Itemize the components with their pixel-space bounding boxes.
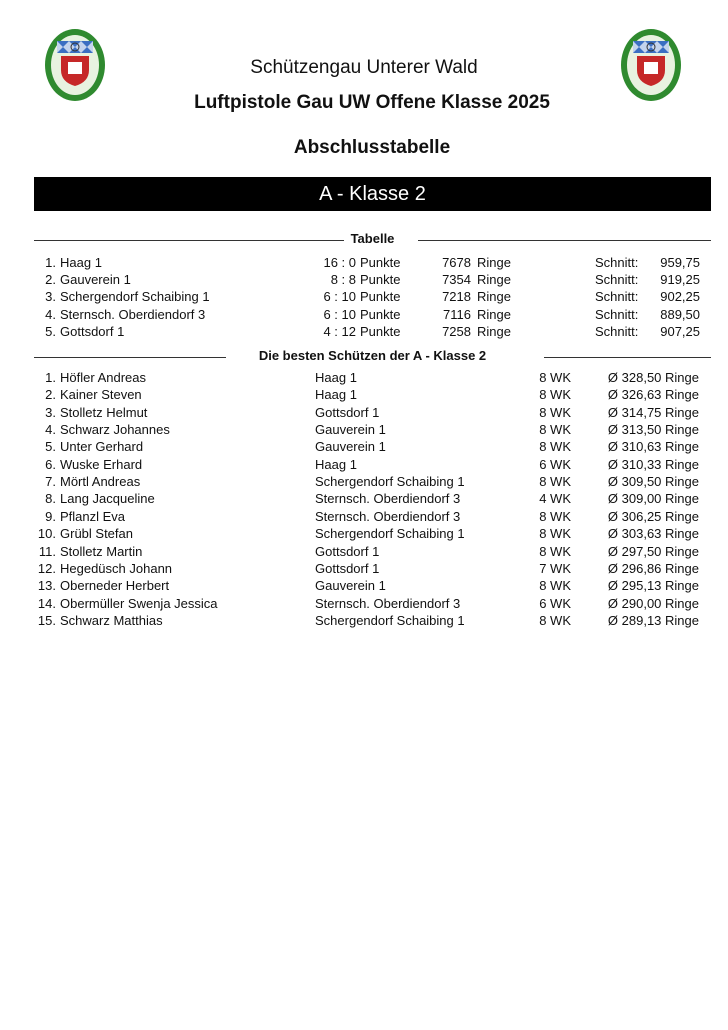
- class-banner: A - Klasse 2: [34, 177, 711, 211]
- rings-word: Ringe: [477, 272, 511, 288]
- shooter-team: Sternsch. Oberdiendorf 3: [315, 491, 461, 507]
- shooter-team: Gottsdorf 1: [315, 543, 380, 559]
- shooter-name: Kainer Steven: [60, 387, 142, 403]
- shooter-team: Haag 1: [315, 387, 357, 403]
- shooter-team: Gottsdorf 1: [315, 404, 380, 420]
- average-value: 907,25: [660, 323, 700, 339]
- rank: 13.: [37, 578, 56, 594]
- shooter-average: Ø 309,50 Ringe: [607, 474, 699, 490]
- shooter-team: Gauverein 1: [315, 578, 386, 594]
- rank: 7.: [45, 474, 56, 490]
- competition-count: 8 WK: [539, 474, 571, 490]
- rank: 10.: [37, 526, 56, 542]
- points-word: Punkte: [360, 306, 401, 322]
- competition-count: 8 WK: [539, 370, 571, 385]
- table-row: [0, 509, 728, 526]
- shooter-name: Unter Gerhard: [60, 439, 144, 455]
- team-name: Gottsdorf 1: [60, 323, 125, 339]
- org-title: Schützengau Unterer Wald: [250, 57, 478, 78]
- rank: 5.: [45, 439, 56, 455]
- shooter-name: Obermüller Swenja Jessica: [60, 595, 218, 611]
- average-label: Schnitt:: [595, 289, 639, 305]
- shooter-average: Ø 303,63 Ringe: [607, 526, 699, 542]
- table-row: [0, 307, 728, 324]
- shooter-name: Höfler Andreas: [60, 370, 146, 385]
- table-row: [0, 596, 728, 613]
- average-label: Schnitt:: [595, 306, 639, 322]
- points-word: Punkte: [360, 255, 401, 270]
- table-row: [0, 474, 728, 491]
- rank: 4.: [45, 422, 56, 438]
- shooter-team: Schergendorf Schaibing 1: [315, 474, 465, 490]
- shooter-name: Lang Jacqueline: [60, 491, 155, 507]
- rank: 9.: [45, 508, 56, 524]
- competition-count: 6 WK: [539, 456, 571, 472]
- competition-count: 8 WK: [539, 508, 571, 524]
- table-section-header: [34, 231, 711, 249]
- shooter-team: Haag 1: [315, 370, 357, 385]
- table-row: [0, 491, 728, 508]
- shooter-name: Hegedüsch Johann: [60, 560, 173, 576]
- average-label: Schnitt:: [595, 323, 639, 339]
- rank: 1.: [45, 255, 56, 270]
- average-label: Schnitt:: [595, 255, 639, 270]
- shooter-team: Gottsdorf 1: [315, 560, 380, 576]
- shooter-name: Schwarz Johannes: [60, 422, 170, 438]
- rank: 2.: [45, 387, 56, 403]
- average-value: 889,50: [660, 306, 700, 322]
- table-row: [0, 272, 728, 289]
- competition-count: 8 WK: [539, 526, 571, 542]
- average-value: 919,25: [660, 272, 700, 288]
- table-row: [0, 255, 728, 272]
- average-value: 902,25: [660, 289, 700, 305]
- table-row: [0, 613, 728, 630]
- divider-right: [418, 240, 711, 241]
- divider-right: [544, 357, 711, 358]
- points-word: Punkte: [360, 272, 401, 288]
- rings-total: 7116: [443, 306, 471, 322]
- rank: 14.: [37, 595, 56, 611]
- shooter-team: Haag 1: [315, 456, 357, 472]
- rings-total: 7258: [442, 323, 471, 339]
- shooter-average: Ø 295,13 Ringe: [607, 578, 699, 594]
- shooter-average: Ø 309,00 Ringe: [607, 491, 699, 507]
- points-word: Punkte: [360, 289, 401, 305]
- rings-word: Ringe: [477, 289, 511, 305]
- competition-count: 8 WK: [539, 439, 571, 455]
- rings-word: Ringe: [477, 306, 511, 322]
- rank: 12.: [37, 560, 56, 576]
- table-row: [0, 561, 728, 578]
- average-label: Schnitt:: [595, 272, 639, 288]
- shooter-name: Oberneder Herbert: [60, 578, 170, 594]
- shooters-section-header: [34, 348, 711, 366]
- table-row: [0, 457, 728, 474]
- table-row: [0, 387, 728, 404]
- competition-count: 8 WK: [539, 612, 571, 628]
- rank: 5.: [45, 323, 56, 339]
- rings-word: Ringe: [477, 323, 511, 339]
- table-heading: Tabelle: [350, 231, 395, 246]
- rank: 4.: [45, 306, 56, 322]
- table-row: [0, 526, 728, 543]
- shooter-average: Ø 310,63 Ringe: [607, 439, 699, 455]
- competition-title: Luftpistole Gau UW Offene Klasse 2025: [194, 92, 550, 113]
- shooter-average: Ø 326,63 Ringe: [607, 387, 699, 403]
- team-name: Sternsch. Oberdiendorf 3: [60, 306, 206, 322]
- shooter-average: Ø 297,50 Ringe: [607, 543, 699, 559]
- points: 4 : 12: [323, 323, 356, 339]
- points: 6 : 10: [323, 306, 356, 322]
- table-row: [0, 289, 728, 306]
- rank: 3.: [45, 289, 56, 305]
- competition-count: 6 WK: [539, 595, 571, 611]
- shooter-average: Ø 310,33 Ringe: [607, 456, 699, 472]
- shooter-name: Stolletz Helmut: [60, 404, 148, 420]
- team-name: Schergendorf Schaibing 1: [60, 289, 210, 305]
- table-row: [0, 544, 728, 561]
- shooter-average: Ø 313,50 Ringe: [607, 422, 699, 438]
- rank: 8.: [45, 491, 56, 507]
- rank: 2.: [45, 272, 56, 288]
- table-row: [0, 405, 728, 422]
- team-name: Gauverein 1: [60, 272, 131, 288]
- shooter-name: Wuske Erhard: [60, 456, 143, 472]
- shooter-name: Pflanzl Eva: [60, 508, 126, 524]
- shooter-average: Ø 306,25 Ringe: [607, 508, 699, 524]
- competition-count: 7 WK: [539, 560, 571, 576]
- shooter-average: Ø 296,86 Ringe: [607, 560, 699, 576]
- rings-total: 7678: [442, 255, 471, 270]
- shooters-heading: Die besten Schützen der A - Klasse 2: [258, 348, 487, 363]
- competition-count: 8 WK: [539, 387, 571, 403]
- points-word: Punkte: [360, 323, 401, 339]
- shooter-name: Stolletz Martin: [60, 543, 143, 559]
- competition-count: 8 WK: [539, 404, 571, 420]
- shooter-team: Sternsch. Oberdiendorf 3: [315, 595, 461, 611]
- rank: 1.: [45, 370, 56, 385]
- average-value: 959,75: [660, 255, 700, 270]
- table-row: [0, 422, 728, 439]
- page-subtitle: Abschlusstabelle: [293, 137, 451, 158]
- rings-total: 7218: [442, 289, 471, 305]
- competition-count: 8 WK: [539, 422, 571, 438]
- rank: 11.: [38, 543, 56, 559]
- shooter-team: Sternsch. Oberdiendorf 3: [315, 508, 461, 524]
- rings-word: Ringe: [477, 255, 511, 270]
- shooter-average: Ø 314,75 Ringe: [607, 404, 699, 420]
- rank: 15.: [37, 612, 56, 628]
- shooter-name: Schwarz Matthias: [60, 612, 163, 628]
- rings-total: 7354: [442, 272, 471, 288]
- shooter-team: Schergendorf Schaibing 1: [315, 526, 465, 542]
- competition-count: 8 WK: [539, 578, 571, 594]
- table-row: [0, 439, 728, 456]
- rank: 6.: [45, 456, 56, 472]
- competition-count: 4 WK: [539, 491, 571, 507]
- shooter-average: Ø 289,13 Ringe: [607, 612, 699, 628]
- table-row: [0, 324, 728, 341]
- shooter-team: Gauverein 1: [315, 439, 386, 455]
- points: 6 : 10: [323, 289, 356, 305]
- team-name: Haag 1: [60, 255, 102, 270]
- shooter-team: Schergendorf Schaibing 1: [315, 612, 465, 628]
- rank: 3.: [45, 404, 56, 420]
- shooter-name: Mörtl Andreas: [60, 474, 141, 490]
- competition-count: 8 WK: [539, 543, 571, 559]
- points: 16 : 0: [323, 255, 356, 270]
- points: 8 : 8: [330, 272, 356, 288]
- table-row: [0, 370, 728, 387]
- shooter-average: Ø 290,00 Ringe: [607, 595, 699, 611]
- shooter-team: Gauverein 1: [315, 422, 386, 438]
- shooter-name: Grübl Stefan: [60, 526, 133, 542]
- table-row: [0, 578, 728, 595]
- shooter-average: Ø 328,50 Ringe: [607, 370, 699, 385]
